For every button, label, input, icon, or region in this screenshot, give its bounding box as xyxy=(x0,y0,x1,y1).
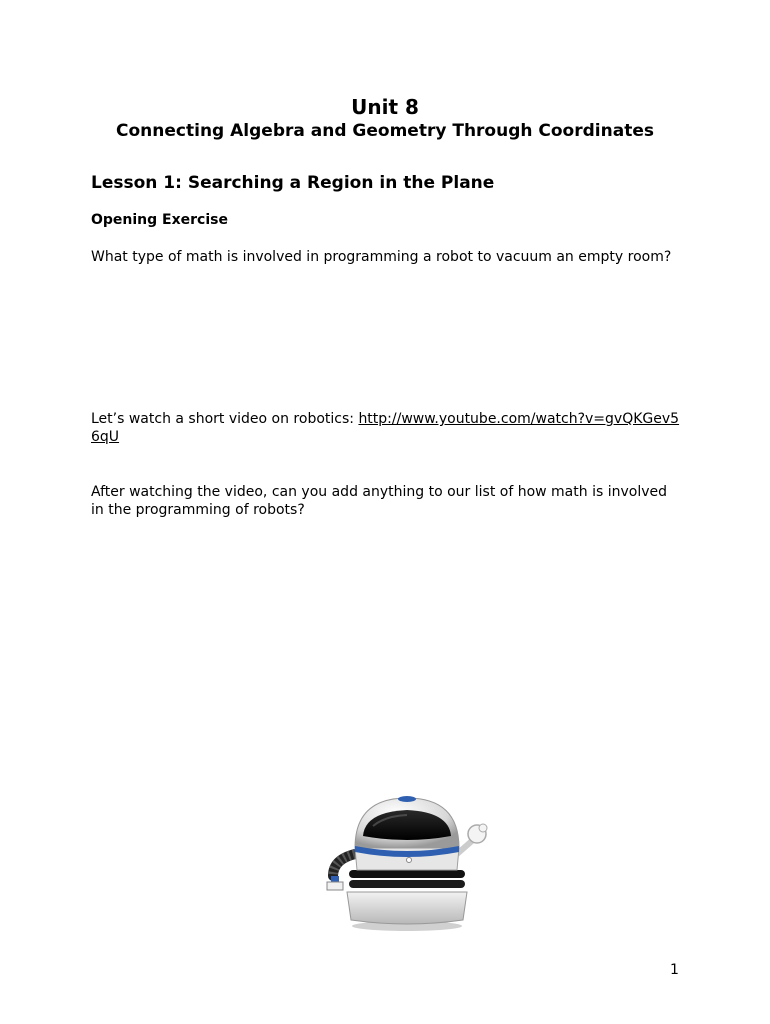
unit-title: Unit 8 xyxy=(351,95,419,119)
opening-exercise-heading: Opening Exercise xyxy=(91,212,228,228)
video-link[interactable]: http://www.youtube.com/watch?v=gvQKGev56qU xyxy=(91,411,680,445)
page-number: 1 xyxy=(670,962,679,978)
video-intro-text: Let’s watch a short video on robotics: xyxy=(91,411,359,427)
robot-vacuum-icon xyxy=(325,792,495,932)
unit-subtitle: Connecting Algebra and Geometry Through Coordinates xyxy=(116,121,654,141)
video-paragraph xyxy=(91,410,681,446)
opening-question: What type of math is involved in programming a robot to vacuum an empty room? xyxy=(91,249,672,265)
lesson-title: Lesson 1: Searching a Region in the Plane xyxy=(91,173,495,193)
followup-question: After watching the video, can you add anything to our list of how math is involved in the programming of robots? xyxy=(91,484,667,518)
